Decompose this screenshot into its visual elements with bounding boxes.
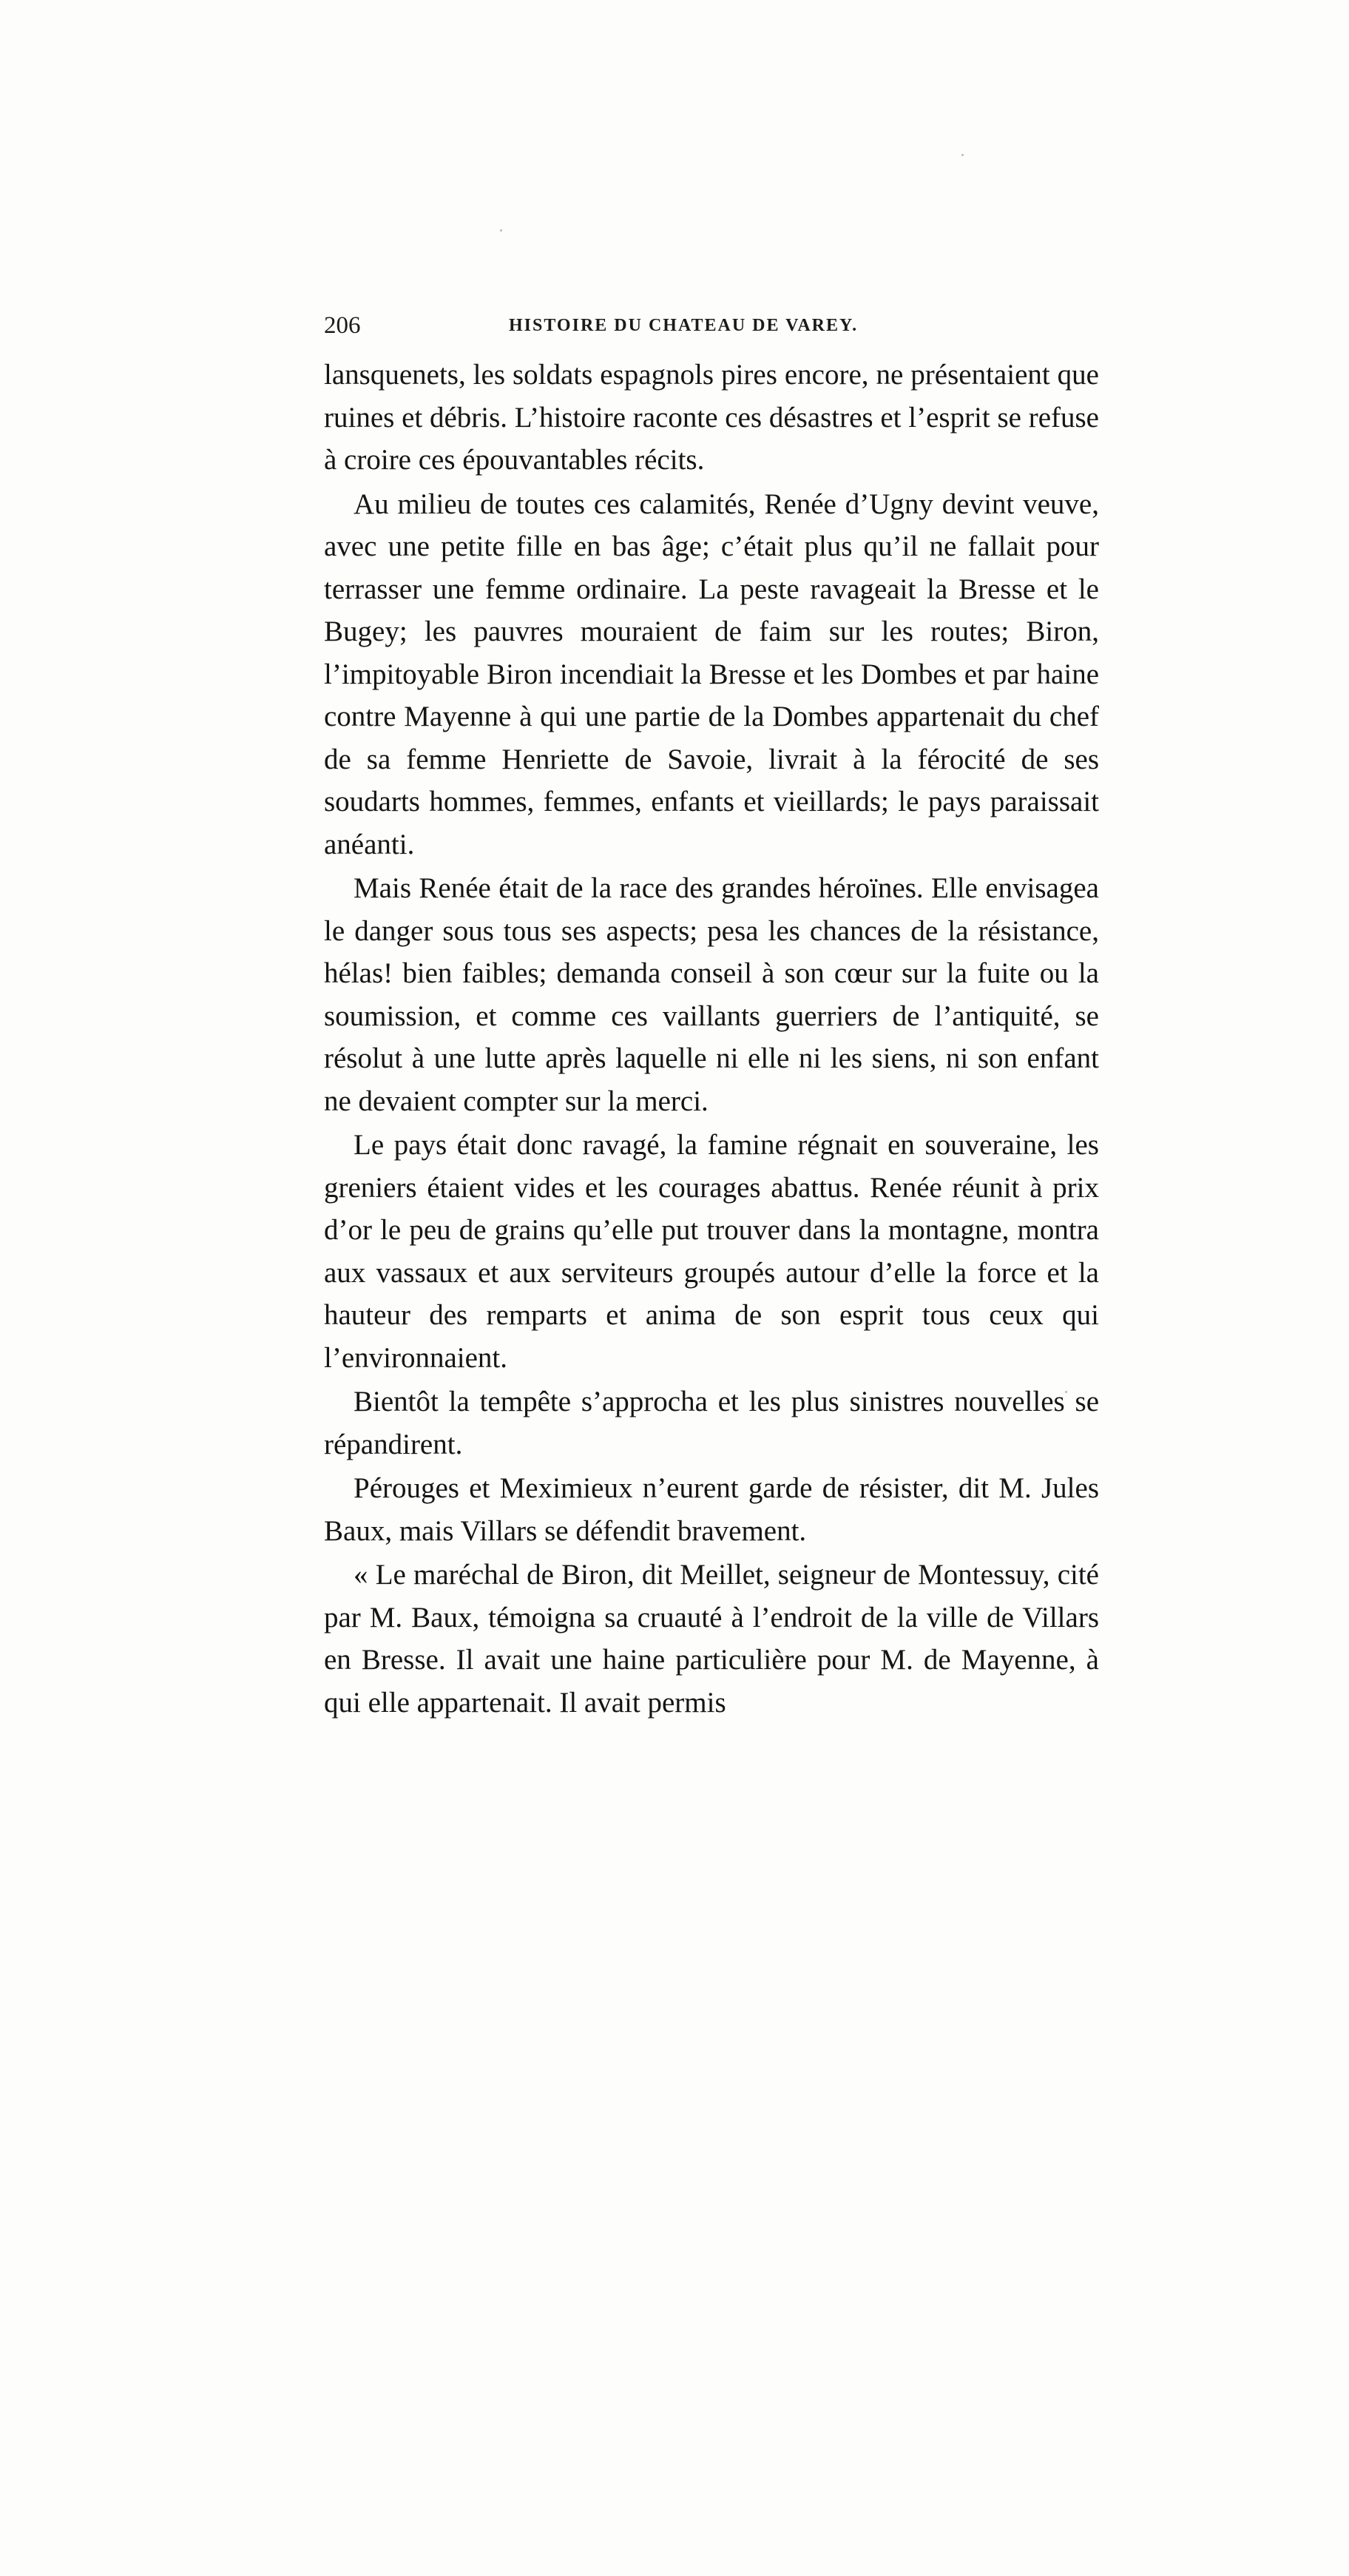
paragraph-4: Le pays était donc ravagé, la famine régnait en souveraine, les greniers étaient vides et les courages abattus. Renée réunit à prix d’or le peu de grains qu’elle put trouver dans la montagne, montra aux vassaux et aux serviteurs groupés autour d’elle la force et la hauteur des remparts et anima de son esprit tous ceux qui l’environnaient. (324, 1129, 1099, 1374)
paper-speck (500, 229, 502, 232)
paragraph-3: Mais Renée était de la race des grandes héroïnes. Elle envisagea le danger sous tous ses aspects; pesa les chances de la résistance, hélas! bien faibles; demanda conseil à son cœur sur la fuite ou la soumission, et comme ces vaillants guerriers de l’antiquité, se résolut à une lutte après laquelle ni elle ni les siens, ni son enfant ne devaient compter sur la merci. (324, 872, 1099, 1117)
paper-speck (961, 154, 964, 156)
paragraph-2: Au milieu de toutes ces calamités, Renée d’Ugny devint veuve, avec une petite fille en bas âge; c’était plus qu’il ne fallait pour terrasser une femme ordinaire. La peste ravageait la Bresse et le Bugey; les pauvres mouraient de faim sur les routes; Biron, l’impitoyable Biron incendiait la Bresse et les Dombes et par haine contre Mayenne à qui une partie de la Dombes appartenait du chef de sa femme Henriette de Savoie, livrait à la férocité de ses soudarts hommes, femmes, enfants et vieillards; le pays paraissait anéanti. (324, 488, 1099, 860)
page-header (324, 309, 1099, 342)
paragraph-1: lansquenets, les soldats espagnols pires encore, ne présentaient que ruines et débris. L’histoire raconte ces désastres et l’esprit se refuse à croire ces épouvantables récits. (324, 359, 1099, 476)
paragraph-5: Bientôt la tempête s’approcha et les plus sinistres nouvelles se répandirent. (324, 1386, 1099, 1460)
paragraph-6: Pérouges et Meximieux n’eurent garde de résister, dit M. Jules Baux, mais Villars se défendit bravement. (324, 1472, 1099, 1547)
body-text (324, 354, 1099, 1724)
paragraph-7: « Le maréchal de Biron, dit Meillet, seigneur de Montessuy, cité par M. Baux, témoigna sa cruauté à l’endroit de la ville de Villars en Bresse. Il avait une haine particulière pour M. de Mayenne, à qui elle appartenait. Il avait permis (324, 1559, 1099, 1719)
page-number: 206 (324, 312, 361, 339)
running-title: HISTOIRE DU CHATEAU DE VAREY. (509, 316, 859, 335)
